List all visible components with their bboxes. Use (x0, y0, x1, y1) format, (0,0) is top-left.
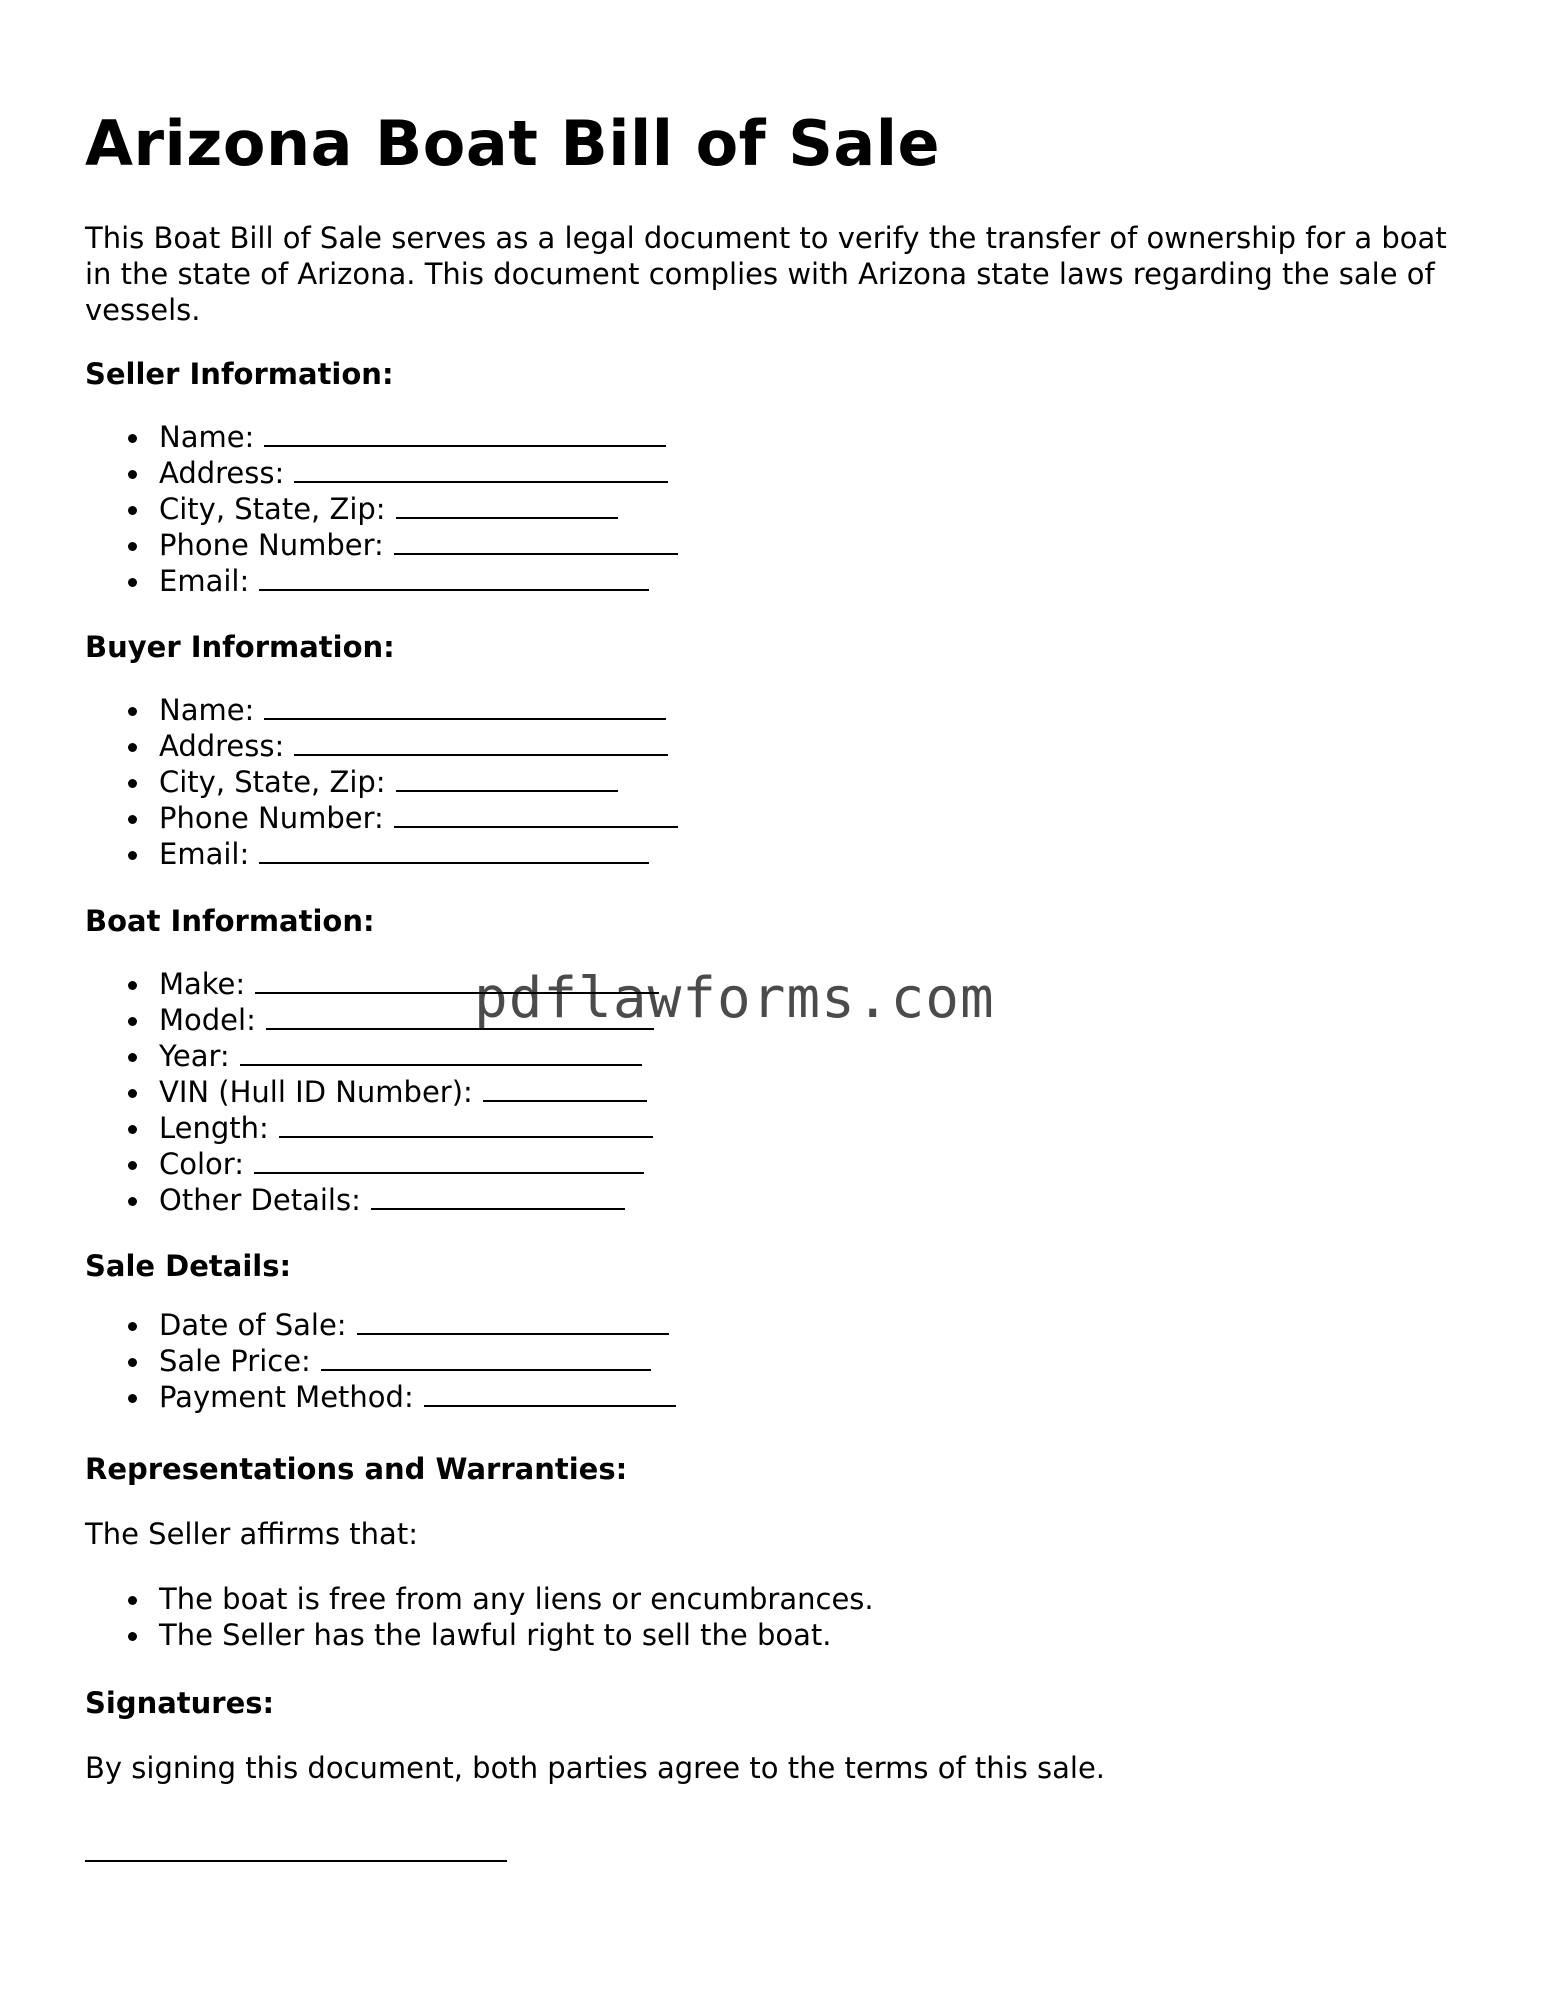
sale-fields-list (85, 1307, 676, 1415)
boat-vin-field: VIN (Hull ID Number): (85, 1074, 659, 1110)
seller-fields-list (85, 419, 678, 599)
warranties-list (85, 1581, 874, 1653)
seller-name-field: Name: (85, 419, 678, 455)
warranties-lead: The Seller affirms that: (85, 1517, 418, 1551)
buyer-phone-blank[interactable] (394, 802, 678, 828)
boat-other-blank[interactable] (371, 1184, 625, 1210)
sale-date-field: Date of Sale: (85, 1307, 676, 1343)
intro-paragraph: This Boat Bill of Sale serves as a legal document to verify the transfer of ownership for a boat in the state of Arizona. This document complies with Arizona state laws regarding the sale of vessels. (85, 221, 1447, 327)
seller-heading: Seller Information: (85, 357, 394, 391)
boat-other-field: Other Details: (85, 1182, 659, 1218)
sale-payment-blank[interactable] (424, 1381, 676, 1407)
buyer-email-blank[interactable] (259, 838, 649, 864)
boat-year-field: Year: (85, 1038, 659, 1074)
buyer-name-field: Name: (85, 692, 678, 728)
buyer-name-blank[interactable] (264, 694, 666, 720)
boat-length-blank[interactable] (279, 1112, 653, 1138)
buyer-email-field: Email: (85, 836, 678, 872)
seller-phone-field: Phone Number: (85, 527, 678, 563)
buyer-address-field: Address: (85, 728, 678, 764)
seller-email-blank[interactable] (259, 565, 649, 591)
sale-price-field: Sale Price: (85, 1343, 676, 1379)
boat-year-blank[interactable] (240, 1040, 642, 1066)
seller-city-field: City, State, Zip: (85, 491, 678, 527)
page-title: Arizona Boat Bill of Sale (85, 107, 941, 180)
buyer-city-blank[interactable] (396, 766, 618, 792)
seller-name-blank[interactable] (264, 421, 666, 447)
warranty-item: The Seller has the lawful right to sell the boat. (85, 1617, 874, 1653)
sale-heading: Sale Details: (85, 1249, 292, 1283)
seller-email-field: Email: (85, 563, 678, 599)
signatures-heading: Signatures: (85, 1686, 275, 1720)
boat-color-blank[interactable] (254, 1148, 644, 1174)
signatures-text: By signing this document, both parties agree to the terms of this sale. (85, 1751, 1106, 1785)
sale-date-blank[interactable] (357, 1309, 669, 1335)
seller-phone-blank[interactable] (394, 529, 678, 555)
boat-heading: Boat Information: (85, 904, 375, 938)
warranties-heading: Representations and Warranties: (85, 1452, 628, 1486)
seller-address-field: Address: (85, 455, 678, 491)
watermark-text: pdflawforms.com (474, 966, 995, 1031)
boat-make-field: Make: (85, 966, 659, 1002)
buyer-phone-field: Phone Number: (85, 800, 678, 836)
warranty-item: The boat is free from any liens or encumbrances. (85, 1581, 874, 1617)
boat-model-field: Model: (85, 1002, 659, 1038)
boat-vin-blank[interactable] (483, 1076, 647, 1102)
buyer-fields-list (85, 692, 678, 872)
signature-line[interactable] (85, 1860, 507, 1862)
sale-payment-field: Payment Method: (85, 1379, 676, 1415)
seller-address-blank[interactable] (294, 457, 668, 483)
sale-price-blank[interactable] (321, 1345, 651, 1371)
buyer-address-blank[interactable] (294, 730, 668, 756)
boat-length-field: Length: (85, 1110, 659, 1146)
boat-color-field: Color: (85, 1146, 659, 1182)
buyer-heading: Buyer Information: (85, 630, 395, 664)
buyer-city-field: City, State, Zip: (85, 764, 678, 800)
seller-city-blank[interactable] (396, 493, 618, 519)
